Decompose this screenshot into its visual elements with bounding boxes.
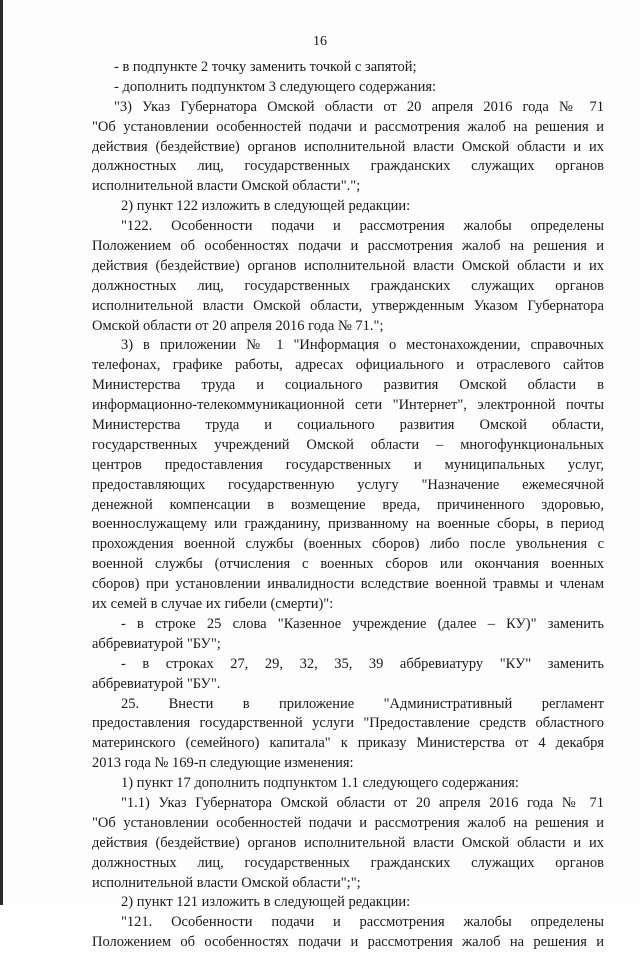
text-line: "Об установлении особенностей подачи и рассмотрения жалоб на решения и	[92, 118, 604, 135]
text-line: денежной компенсации в возмещение вреда, причиненного здоровью,	[92, 496, 604, 513]
text-line: аббревиатурой "БУ";	[92, 635, 221, 652]
text-line: действия (бездействие) органов исполнительной власти Омской области и их	[92, 257, 604, 274]
text-line: военной службы (отчисления с военных сборов или окончания военных	[92, 556, 604, 573]
text-line: исполнительной власти Омской области, утвержденным Указом Губернатора	[92, 297, 604, 314]
text-line: 3) в приложении № 1 "Информация о местонахождении, справочных	[121, 337, 604, 354]
text-line: Положением об особенностях подачи и рассмотрения жалоб на решения и	[92, 238, 604, 255]
text-line: центров предоставления государственных и муниципальных услуг,	[92, 456, 604, 473]
text-line: 25. Внести в приложение "Административный регламент	[121, 695, 604, 712]
text-line: "122. Особенности подачи и рассмотрения жалобы определены	[121, 218, 604, 235]
text-line: "Об установлении особенностей подачи и рассмотрения жалоб на решения и	[92, 814, 604, 831]
text-line: предоставления государственной услуги "Предоставление средств областного	[92, 715, 604, 732]
text-line: действия (бездействие) органов исполнительной власти Омской области и их	[92, 834, 604, 851]
text-line: - в строках 27, 29, 32, 35, 39 аббревиатуру "КУ" заменить	[121, 655, 604, 672]
text-line: - в строке 25 слова "Казенное учреждение (далее – КУ)" заменить	[121, 615, 604, 632]
text-line: - дополнить подпунктом 3 следующего содержания:	[114, 78, 437, 95]
text-line: 2013 года № 169-п следующие изменения:	[92, 755, 354, 772]
text-line: сборов) при установлении инвалидности вследствие военной травмы и членам	[92, 576, 604, 593]
text-line: предоставляющих государственную услугу "Назначение ежемесячной	[92, 476, 604, 493]
scan-edge	[0, 0, 3, 905]
text-line: "1.1) Указ Губернатора Омской области от 20 апреля 2016 года № 71	[121, 794, 604, 811]
document-body	[92, 58, 604, 953]
text-line: прохождения военной службы (военных сборов) либо после увольнения с	[92, 536, 604, 553]
text-line: Министерства труда и социального развития Омской области в	[92, 377, 604, 394]
text-line: их семей в случае их гибели (смерти)":	[92, 596, 334, 613]
text-line: должностных лиц, государственных гражданских служащих органов	[92, 854, 604, 871]
text-line: Омской области от 20 апреля 2016 года № 71.";	[92, 317, 384, 334]
text-line: военнослужащему или гражданину, призванному на военные сборы, в период	[92, 516, 604, 533]
text-line: исполнительной власти Омской области".";	[92, 178, 361, 195]
text-line: должностных лиц, государственных гражданских служащих органов	[92, 277, 604, 294]
text-line: "3) Указ Губернатора Омской области от 20 апреля 2016 года № 71	[114, 98, 604, 115]
text-line: материнского (семейного) капитала" к приказу Министерства от 4 декабря	[92, 735, 604, 752]
page-number: 16	[313, 34, 327, 49]
text-line: исполнительной власти Омской области";";	[92, 874, 361, 891]
text-line: - в подпункте 2 точку заменить точкой с запятой;	[114, 59, 417, 75]
text-line: 2) пункт 122 изложить в следующей редакции:	[121, 198, 411, 215]
text-line: информационно-телекоммуникационной сети "Интернет", электронной почты	[92, 397, 604, 414]
text-line: 2) пункт 121 изложить в следующей редакции:	[121, 894, 411, 911]
text-line: Положением об особенностях подачи и рассмотрения жалоб на решения и	[92, 934, 604, 951]
text-line: "121. Особенности подачи и рассмотрения жалобы определены	[121, 914, 604, 931]
text-line: должностных лиц, государственных гражданских служащих органов	[92, 158, 604, 175]
text-line: аббревиатурой "БУ".	[92, 675, 221, 692]
text-line: Министерства труда и социального развития Омской области,	[92, 417, 604, 434]
text-line: телефонах, графике работы, адресах официального и отраслевого сайтов	[92, 357, 604, 374]
text-line: государственных учреждений Омской области – многофункциональных	[92, 436, 604, 453]
text-line: 1) пункт 17 дополнить подпунктом 1.1 следующего содержания:	[121, 775, 519, 792]
text-line: действия (бездействие) органов исполнительной власти Омской области и их	[92, 138, 604, 155]
